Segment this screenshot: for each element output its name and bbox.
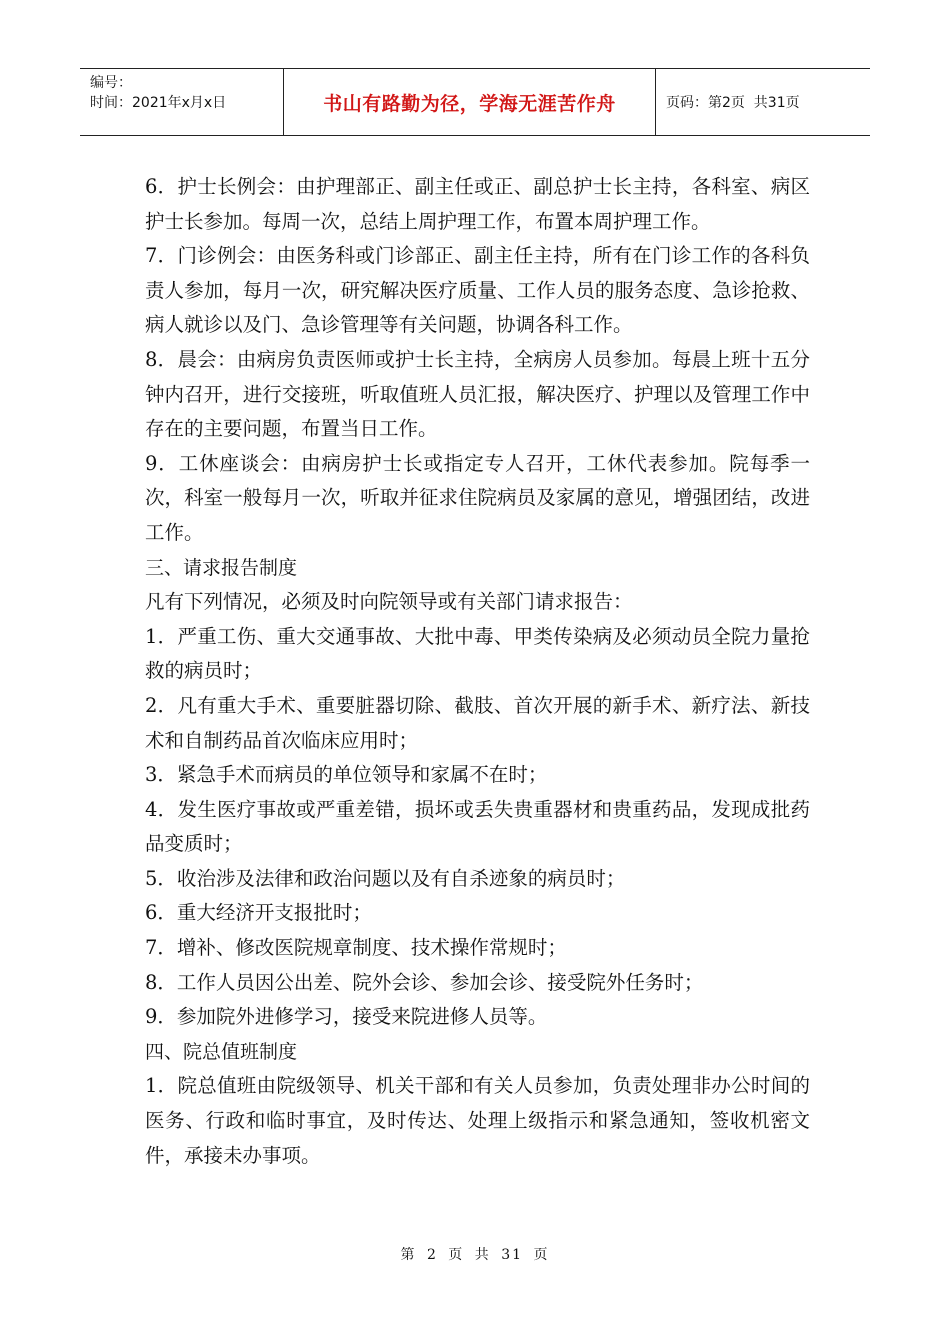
- list-item: 1．严重工伤、重大交通事故、大批中毒、甲类传染病及必须动员全院力量抢救的病员时；: [145, 624, 810, 683]
- document-body: [145, 170, 810, 1173]
- list-item: 9．参加院外进修学习，接受来院进修人员等。: [145, 1005, 548, 1029]
- page-info-text: 页码：第2页 共31页: [666, 95, 800, 111]
- list-item: 6．重大经济开支报批时；: [145, 901, 372, 925]
- document-number-label: 编号：: [90, 75, 132, 91]
- list-item: 4．发生医疗事故或严重差错，损坏或丢失贵重器材和贵重药品，发现成批药品变质时；: [145, 797, 810, 856]
- paragraph: 7．门诊例会：由医务科或门诊部正、副主任主持，所有在门诊工作的各科负责人参加，每月一次，研究解决医疗质量、工作人员的服务态度、急诊抢救、病人就诊以及门、急诊管理等有关问题，协调各科工作。: [145, 244, 810, 337]
- list-item: 5．收治涉及法律和政治问题以及有自杀迹象的病员时；: [145, 866, 626, 890]
- header-page-info: [656, 69, 870, 135]
- list-item: 3．紧急手术而病员的单位领导和家属不在时；: [145, 763, 548, 787]
- footer-page-number: 第 2 页 共 31 页: [400, 1247, 550, 1263]
- section-heading: 四、院总值班制度: [145, 1040, 298, 1063]
- list-item: 8．工作人员因公出差、院外会诊、参加会诊、接受院外任务时；: [145, 970, 704, 994]
- paragraph: 凡有下列情况，必须及时向院领导或有关部门请求报告：: [145, 590, 633, 614]
- document-time-label: 时间：2021年x月x日: [90, 95, 227, 111]
- paragraph: 1．院总值班由院级领导、机关干部和有关人员参加，负责处理非办公时间的医务、行政和临时事宜，及时传达、处理上级指示和紧急通知，签收机密文件，承接未办事项。: [145, 1074, 810, 1167]
- header-motto: [284, 69, 656, 135]
- page-footer: [0, 1244, 950, 1264]
- paragraph: 8．晨会：由病房负责医师或护士长主持，全病房人员参加。每晨上班十五分钟内召开，进行交接班，听取值班人员汇报，解决医疗、护理以及管理工作中存在的主要问题，布置当日工作。: [145, 347, 810, 441]
- page-header: [80, 68, 870, 136]
- list-item: 2．凡有重大手术、重要脏器切除、截肢、首次开展的新手术、新疗法、新技术和自制药品首次临床应用时；: [145, 693, 810, 752]
- motto-text: 书山有路勤为径，学海无涯苦作舟: [323, 92, 616, 115]
- paragraph: 6．护士长例会：由护理部正、副主任或正、副总护士长主持，各科室、病区护士长参加。每周一次，总结上周护理工作，布置本周护理工作。: [145, 175, 810, 233]
- paragraph: 9．工休座谈会：由病房护士长或指定专人召开，工休代表参加。院每季一次，科室一般每月一次，听取并征求住院病员及家属的意见，增强团结，改进工作。: [145, 451, 810, 544]
- section-heading: 三、请求报告制度: [145, 556, 298, 579]
- list-item: 7．增补、修改医院规章制度、技术操作常规时；: [145, 936, 567, 960]
- header-meta: [80, 69, 284, 135]
